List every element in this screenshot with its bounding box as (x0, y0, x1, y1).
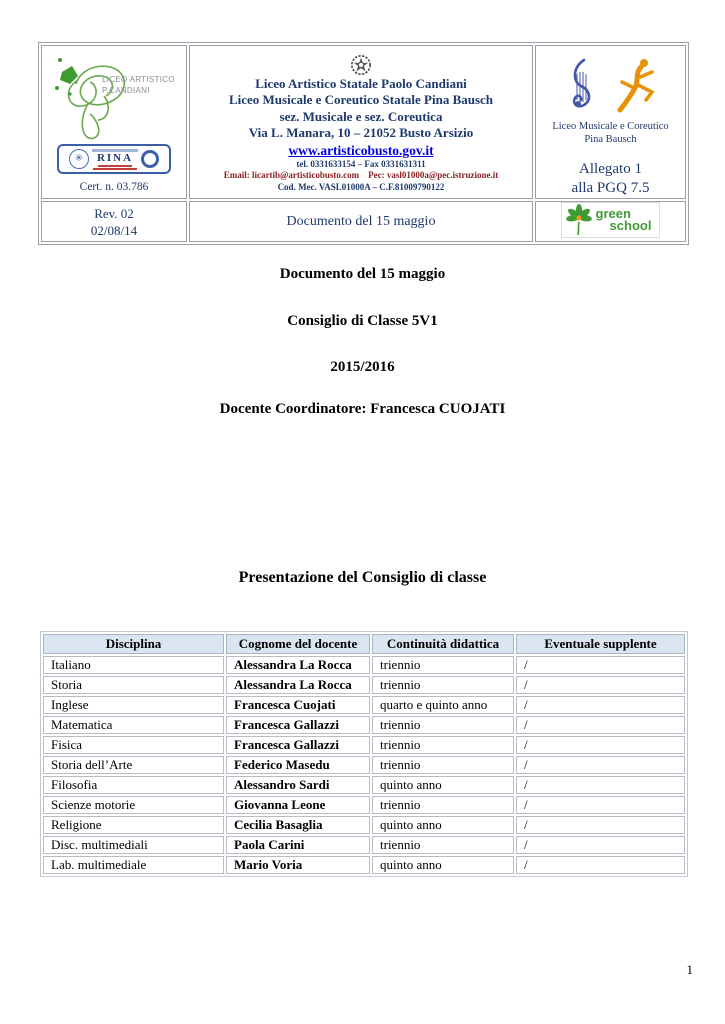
school-name-line1: Liceo Artistico Statale Paolo Candiani (255, 75, 467, 91)
cell-continuita: triennio (372, 796, 514, 814)
rina-ring-icon (141, 150, 159, 168)
header-table (38, 42, 689, 245)
header-docente: Cognome del docente (226, 634, 370, 654)
cell-supplente: / (516, 736, 685, 754)
cell-disciplina: Disc. multimediali (43, 836, 224, 854)
cell-disciplina: Lab. multimediale (43, 856, 224, 874)
cell-supplente: / (516, 696, 685, 714)
cell-docente: Alessandra La Rocca (226, 656, 370, 674)
cell-disciplina: Scienze motorie (43, 796, 224, 814)
tel-fax-line: tel. 0331633154 – Fax 0331631311 (296, 158, 426, 169)
cell-docente: Cecilia Basaglia (226, 816, 370, 834)
rina-emblem-icon: ✳ (69, 149, 89, 169)
cell-supplente: / (516, 816, 685, 834)
header-supplente: Eventuale supplente (516, 634, 685, 654)
cell-docente: Alessandra La Rocca (226, 676, 370, 694)
cell-disciplina: Matematica (43, 716, 224, 734)
table-row (43, 696, 685, 714)
cell-supplente: / (516, 656, 685, 674)
candiani-scribble-icon (48, 50, 144, 150)
school-address-line: Via L. Manara, 10 – 21052 Busto Arsizio (248, 125, 474, 141)
header-right-cell (535, 45, 686, 199)
cell-supplente: / (516, 756, 685, 774)
cell-docente: Alessandro Sardi (226, 776, 370, 794)
cell-disciplina: Fisica (43, 736, 224, 754)
cell-disciplina: Storia dell’Arte (43, 756, 224, 774)
cell-disciplina: Religione (43, 816, 224, 834)
dancer-icon (612, 58, 658, 114)
section-title: Presentazione del Consiglio di classe (238, 569, 487, 586)
cod-mec-line: Cod. Mec. VASL01000A – C.F.81009790122 (277, 181, 445, 192)
presentation-table (40, 631, 688, 877)
header-center-cell (189, 45, 533, 199)
allegato-note: Allegato 1 alla PGQ 7.5 (571, 161, 650, 196)
cell-continuita: triennio (372, 836, 514, 854)
table-row (43, 836, 685, 854)
class-title: Consiglio di Classe 5V1 (287, 313, 438, 329)
cell-docente: Giovanna Leone (226, 796, 370, 814)
cell-continuita: triennio (372, 716, 514, 734)
cell-supplente: / (516, 796, 685, 814)
rina-label: RINA (96, 151, 134, 164)
revision-cell (41, 201, 187, 242)
cert-number: Cert. n. 03.786 (79, 181, 149, 193)
cell-supplente: / (516, 716, 685, 734)
rina-badge (57, 144, 171, 174)
green-school-text: green school (595, 206, 652, 233)
school-name-line2: Liceo Musicale e Coreutico Statale Pina Bausch (228, 92, 494, 108)
rina-red-text-bar2 (93, 168, 137, 170)
revision-text: Rev. 02 02/08/14 (90, 205, 138, 238)
header-disciplina: Disciplina (43, 634, 224, 654)
table-row (43, 716, 685, 734)
cell-docente: Federico Masedu (226, 756, 370, 774)
year-title: 2015/2016 (330, 359, 395, 375)
header-left-cell (41, 45, 187, 199)
school-website-link[interactable]: www.artisticobusto.gov.it (288, 142, 434, 158)
doc-title: Documento del 15 maggio (279, 266, 446, 282)
cell-continuita: triennio (372, 736, 514, 754)
cell-docente: Francesca Gallazzi (226, 716, 370, 734)
school-section-line: sez. Musicale e sez. Coreutica (279, 108, 443, 124)
rina-red-text-bar (98, 165, 132, 167)
header-continuita: Continuità didattica (372, 634, 514, 654)
cell-disciplina: Storia (43, 676, 224, 694)
doc-title-cell (189, 201, 533, 242)
cell-disciplina: Inglese (43, 696, 224, 714)
cell-supplente: / (516, 856, 685, 874)
table-row (43, 796, 685, 814)
cell-supplente: / (516, 776, 685, 794)
cell-continuita: triennio (372, 676, 514, 694)
table-row (43, 756, 685, 774)
table-row (43, 776, 685, 794)
cell-continuita: quinto anno (372, 776, 514, 794)
coordinator-title: Docente Coordinatore: Francesca CUOJATI (219, 401, 506, 417)
table-row (43, 656, 685, 674)
cell-continuita: triennio (372, 756, 514, 774)
cell-supplente: / (516, 836, 685, 854)
cell-disciplina: Filosofia (43, 776, 224, 794)
green-school-logo (561, 202, 661, 238)
cell-docente: Paola Carini (226, 836, 370, 854)
cell-docente: Francesca Gallazzi (226, 736, 370, 754)
cell-continuita: triennio (372, 656, 514, 674)
music-clef-icon (564, 58, 598, 114)
italy-emblem-icon (350, 54, 372, 76)
cell-continuita: quinto anno (372, 816, 514, 834)
header-doc-title: Documento del 15 maggio (286, 213, 436, 229)
table-header-row (43, 634, 685, 654)
candiani-logo-text: LICEO ARTISTICO P.CANDIANI (102, 75, 175, 95)
cell-continuita: quinto anno (372, 856, 514, 874)
cell-supplente: / (516, 676, 685, 694)
green-school-cell (535, 201, 686, 242)
table-row (43, 816, 685, 834)
cell-docente: Mario Voria (226, 856, 370, 874)
cell-disciplina: Italiano (43, 656, 224, 674)
candiani-logo (46, 50, 186, 150)
email-pec-line: Email: licartib@artisticobusto.com Pec: vasl01000a@pec.istruzione.it (223, 170, 499, 181)
cell-continuita: quarto e quinto anno (372, 696, 514, 714)
page-number: 1 (686, 962, 693, 977)
cell-docente: Francesca Cuojati (226, 696, 370, 714)
musicale-caption: Liceo Musicale e Coreutico Pina Bausch (552, 121, 669, 145)
table-body (43, 656, 685, 874)
table-row (43, 856, 685, 874)
green-school-flower-icon (564, 204, 594, 236)
table-row (43, 676, 685, 694)
table-row (43, 736, 685, 754)
